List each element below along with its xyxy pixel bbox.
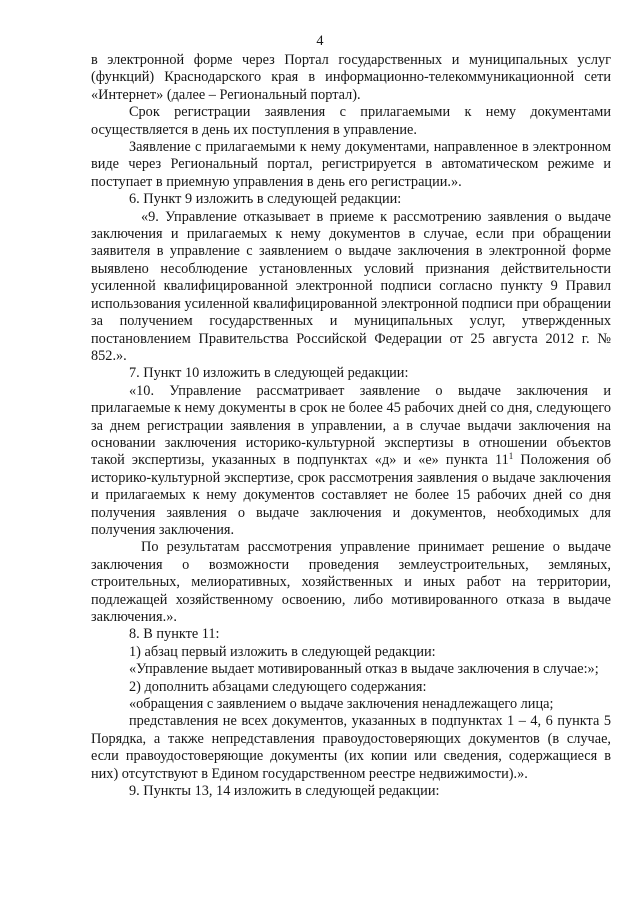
- paragraph-refusal-first-abzac: «Управление выдает мотивированный отказ в выдаче заключения в случае:»;: [129, 661, 599, 678]
- subitem-2-heading: 2) дополнить абзацами следующего содержания:: [129, 678, 427, 695]
- paragraph-review-result: По результатам рассмотрения управление принимает решение о выдаче заключения о возможности проведения землеустроительных, земляных, строительных, мелиоративных, хозяйственных и иных работ на территории, подлежащей хозяйственному освоению, либо мотивированного отказа в выдаче заключения.».: [91, 539, 611, 625]
- clause-10-text-start: «10. Управление рассматривает заявление о выдаче заключения и прилагаемые к нему документы в срок не более 45 рабочих дней со дня, следующего за днем регистрации заявления в управлении, а в случае выдачи заключения на основании заключения историко-культурной экспертизы в отношении объектов такой экспертизы, указанных в подпунктах «д» и «е» пункта 11: [91, 382, 611, 469]
- paragraph-improper-person: «обращения с заявлением о выдаче заключения ненадлежащего лица;: [129, 696, 554, 713]
- paragraph-registration-term: Срок регистрации заявления с прилагаемыми к нему документами осуществляется в день их поступления в управление.: [91, 104, 611, 138]
- superscript-footnote: 1: [508, 451, 514, 462]
- paragraph-electronic-registration: Заявление с прилагаемыми к нему документами, направленное в электронном виде через Региональный портал, регистрируется в автоматическом режиме и поступает в приемную управления в день его регистрации.».: [91, 139, 611, 190]
- item-6-heading: 6. Пункт 9 изложить в следующей редакции:: [129, 191, 402, 208]
- paragraph-clause-10: [91, 383, 611, 540]
- item-9-heading: 9. Пункты 13, 14 изложить в следующей редакции:: [129, 783, 440, 800]
- paragraph-clause-9: «9. Управление отказывает в приеме к рассмотрению заявления о выдаче заключения и прилагаемых к нему документов в случае, если при обращении заявителя в управление с заявлением о выдаче заключения в электронной форме выявлено несоблюдение установленных условий признания действительности усиленной квалифицированной электронной подписи согласно пункту 9 Правил использования усиленной квалифицированной электронной подписи при обращении за получением государственных и муниципальных услуг, утвержденных постановлением Правительства Российской Федерации от 25 августа 2012 г. № 852.».: [91, 208, 611, 364]
- subitem-1-heading: 1) абзац первый изложить в следующей редакции:: [129, 643, 436, 660]
- paragraph-missing-documents: представления не всех документов, указанных в подпунктах 1 – 4, 6 пункта 5 Порядка, а также непредставления правоудостоверяющих документов (в случае, если правоудостоверяющие документы (их копии или сведения, содержащиеся в них) отсутствуют в Едином государственном реестре недвижимости).».: [91, 713, 611, 782]
- paragraph-portal-submission: в электронной форме через Портал государственных и муниципальных услуг (функций) Краснодарского края в информационно-телекоммуникационной сети «Интернет» (далее – Региональный портал).: [91, 52, 611, 103]
- document-body: [91, 52, 611, 800]
- item-8-heading: 8. В пункте 11:: [129, 626, 220, 643]
- item-7-heading: 7. Пункт 10 изложить в следующей редакции:: [129, 365, 409, 382]
- clause-10-text-end: Положения об историко-культурной экспертизе, срок рассмотрения заявления о выдаче заключения и прилагаемых к нему документов составляет не более 15 рабочих дней со дня получения заявления о выдаче заключения и документов, необходимых для получения заключения.: [91, 452, 611, 538]
- page-number: 4: [316, 33, 324, 49]
